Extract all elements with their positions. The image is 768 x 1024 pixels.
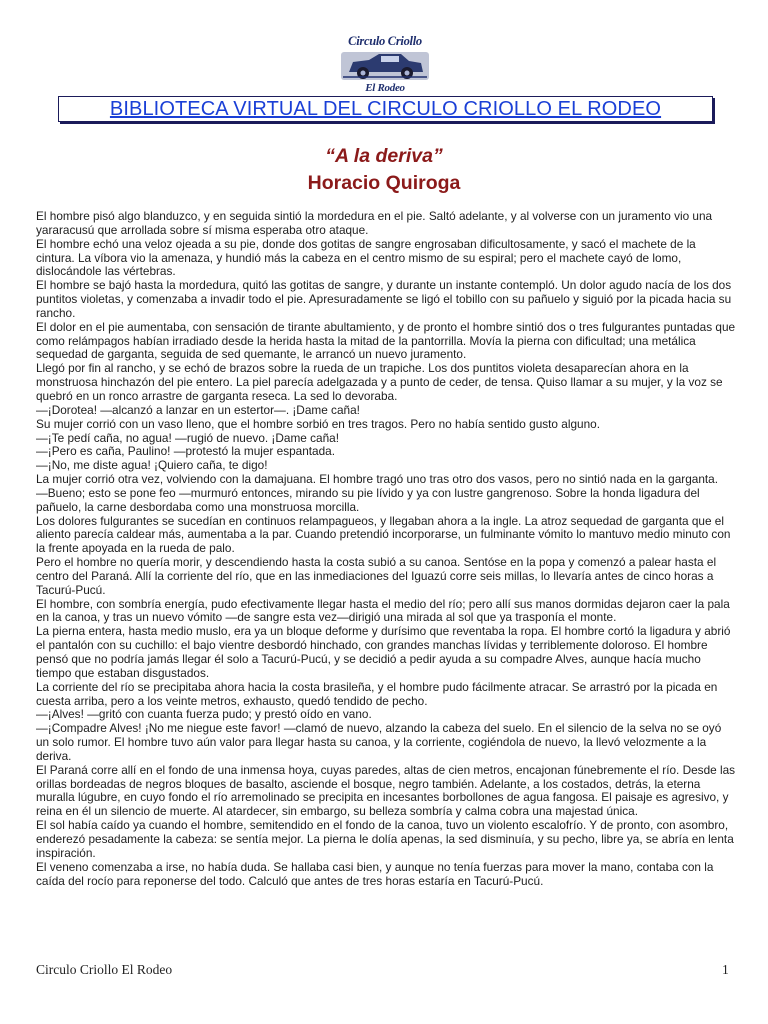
paragraph: El Paraná corre allí en el fondo de una inmensa hoya, cuyas paredes, altas de cien metros, encajonan fúnebremente el río. Desde las orillas bordeadas de negros bloques de basalto, asciende el bosque, negro también. Adelante, a los costados, detrás, la eterna muralla lúgubre, en cuyo fondo el río arremolinado se precipita en incesantes borbollones de agua fangosa. El paisaje es agresivo, y reina en él un silencio de muerte. Al atardecer, sin embargo, su belleza sombría y calma cobra una majestad única.: [36, 762, 736, 819]
paragraph: —Bueno; esto se pone feo —murmuró entonces, mirando su pie lívido y ya con lustre gangrenoso. Sobre la honda ligadura del pañuelo, la carne desbordaba como una monstruosa morcilla.: [36, 485, 700, 514]
library-banner-link[interactable]: BIBLIOTECA VIRTUAL DEL CIRCULO CRIOLLO EL RODEO: [109, 98, 662, 120]
paragraph: El hombre pisó algo blanduzco, y en seguida sintió la mordedura en el pie. Saltó adelante, y al volverse con un juramento vio una yararacusú que arrollada sobre sí misma esperaba otro ataque.: [36, 209, 713, 237]
paragraph: —¡Dorotea! —alcanzó a lanzar en un estertor—. ¡Dame caña!: [36, 402, 360, 417]
paragraph: El hombre, con sombría energía, pudo efectivamente llegar hasta el medio del río; pero allí sus manos dormidas dejaron caer la pala en la canoa, y tras un nuevo vómito —de sangre esta vez—dirigió una mirada al sol que ya trasponía el monte.: [36, 596, 730, 625]
paragraph: —¡Compadre Alves! ¡No me niegue este favor! —clamó de nuevo, alzando la cabeza del suelo. En el silencio de la selva no se oyó un solo rumor. El hombre tuvo aún valor para llegar hasta su canoa, y la corriente, cogiéndola de nuevo, la llevó velozmente a la deriva.: [36, 721, 722, 763]
paragraph: —¡Alves! —gritó con cuanta fuerza pudo; y prestó oído en vano.: [36, 707, 372, 722]
site-logo: [335, 30, 435, 98]
paragraph: El sol había caído ya cuando el hombre, semitendido en el fondo de la canoa, tuvo un violento escalofrío. Y de pronto, con asombro, enderezó pesadamente la cabeza: se sentía mejor. La pierna le dolía apenas, la sed disminuía, y su pecho, libre ya, se abría en lenta inspiración.: [36, 818, 734, 860]
paragraph: El dolor en el pie aumentaba, con sensación de tirante abultamiento, y de pronto el hombre sintió dos o tres fulgurantes puntadas que como relámpagos habían irradiado desde la herida hasta la mitad de la pantorrilla. Movía la pierna con dificultad; una metálica sequedad de garganta, seguida de sed quemante, le arrancó un nuevo juramento.: [36, 319, 736, 362]
paragraph: El hombre se bajó hasta la mordedura, quitó las gotitas de sangre, y durante un instante contempló. Un dolor agudo nacía de los dos puntitos violetas, y comenzaba a invadir todo el pie. Apresuradamente se ligó el tobillo con su pañuelo y siguió por la picada hacia su rancho.: [36, 278, 732, 320]
story-author: Horacio Quiroga: [307, 172, 461, 194]
paragraph: El hombre echó una veloz ojeada a su pie, donde dos gotitas de sangre engrosaban dificultosamente, y sacó el machete de la cintura. La víbora vio la amenaza, y hundió más la cabeza en el centro mismo de su espiral; pero el machete cayó de lomo, dislocándole las vértebras.: [36, 236, 696, 279]
paragraph: La corriente del río se precipitaba ahora hacia la costa brasileña, y el hombre pudo fácilmente atracar. Se arrastró por la picada en cuesta arriba, pero a los veinte metros, exhausto, quedó tendido de pecho.: [36, 679, 718, 708]
story-title: “A la deriva”: [325, 145, 443, 167]
paragraph: La pierna entera, hasta medio muslo, era ya un bloque deforme y durísimo que reventaba la ropa. El hombre cortó la ligadura y abrió el pantalón con su cuchillo: el bajo vientre desbordó hinchado, con grandes manchas lívidas y terriblemente doloroso. El hombre pensó que no podría jamás llegar él solo a Tacurú-Pucú, y se decidió a pedir ayuda a su compadre Alves, aunque hacía mucho tiempo que estaban disgustados.: [36, 624, 731, 680]
paragraph: La mujer corrió otra vez, volviendo con la damajuana. El hombre tragó uno tras otro dos vasos, pero no sintió nada en la garganta.: [36, 472, 718, 487]
logo-line-2: El Rodeo: [365, 82, 405, 94]
paragraph: —¡Pero es caña, Paulino! —protestó la mujer espantada.: [36, 444, 336, 459]
paragraph: —¡No, me diste agua! ¡Quiero caña, te digo!: [36, 458, 268, 473]
footer-source: Circulo Criollo El Rodeo: [36, 962, 173, 977]
vintage-car-icon: [339, 50, 431, 82]
story-body: [36, 210, 736, 888]
paragraph: Su mujer corrió con un vaso lleno, que el hombre sorbió en tres tragos. Pero no había sentido gusto alguno.: [36, 416, 600, 431]
paragraph: El veneno comenzaba a irse, no había duda. Se hallaba casi bien, y aunque no tenía fuerzas para mover la mano, contaba con la caída del rocío para reponerse del todo. Calculó que antes de tres horas estaría en Tacurú-Pucú.: [36, 859, 714, 888]
logo-line-1: Circulo Criollo: [348, 34, 422, 48]
library-banner[interactable]: [58, 96, 713, 122]
paragraph: Llegó por fin al rancho, y se echó de brazos sobre la rueda de un trapiche. Los dos puntitos violeta desaparecían ahora en la monstruosa hinchazón del pie entero. La piel parecía adelgazada y a punto de ceder, de tensa. Quiso llamar a su mujer, y la voz se quebró en un ronco arrastre de garganta reseca. La sed lo devoraba.: [36, 361, 723, 403]
paragraph: Los dolores fulgurantes se sucedían en continuos relampagueos, y llegaban ahora a la ingle. La atroz sequedad de garganta que el aliento parecía caldear más, aumentaba a la par. Cuando pretendió incorporarse, un fulminante vómito lo mantuvo medio minuto con la frente apoyada en la rueda de palo.: [36, 513, 731, 556]
paragraph: —¡Te pedí caña, no agua! —rugió de nuevo. ¡Dame caña!: [36, 430, 339, 445]
paragraph: Pero el hombre no quería morir, y descendiendo hasta la costa subió a su canoa. Sentóse en la popa y comenzó a palear hasta el centro del Paraná. Allí la corriente del río, que en las inmediaciones del Iguazú corre seis millas, lo llevaría antes de cinco horas a Tacurú-Pucú.: [36, 555, 717, 597]
page-number: 1: [722, 962, 729, 977]
